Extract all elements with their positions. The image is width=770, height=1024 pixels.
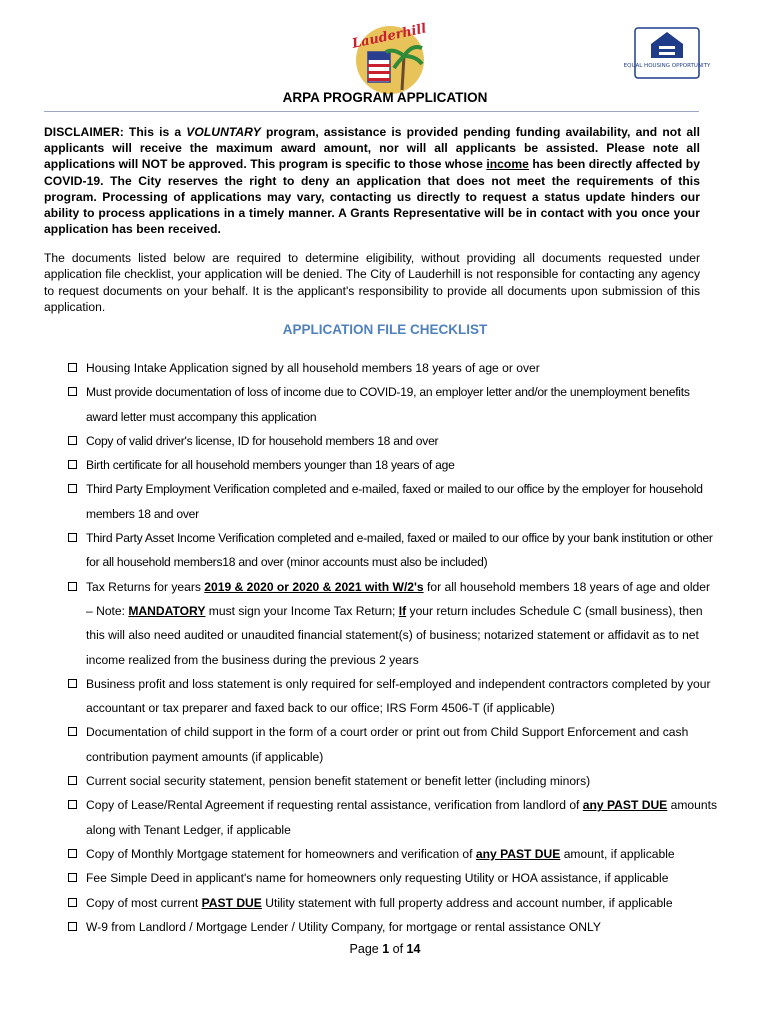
equal-housing-opportunity-icon (623, 27, 711, 79)
checklist-item-text: Must provide documentation of loss of income due to COVID-19, an employer letter and/or the unemployment benefits award letter must accompany this application (86, 385, 690, 424)
checklist-item-text: W-9 from Landlord / Mortgage Lender / Utility Company, for mortgage or rental assistance ONLY (86, 919, 601, 934)
disclaimer-text: has been directly affected by COVID-19. The City reserves the right to deny an application that does not meet the requirements of this program. Processing of applications may vary, contacting us directly to request a status update hinders our ability to process applications in a timely manner. A Grants Representative will be in contact with you once your application has been received. (44, 157, 700, 237)
eho-logo-text: EQUAL HOUSING OPPORTUNITY (623, 63, 711, 69)
checkbox-icon[interactable] (68, 849, 77, 858)
checklist-heading: APPLICATION FILE CHECKLIST (282, 322, 488, 337)
checklist-item (68, 720, 718, 769)
checklist-item (68, 842, 718, 866)
title-divider (44, 111, 699, 112)
checkbox-icon[interactable] (68, 873, 77, 882)
checkbox-icon[interactable] (68, 679, 77, 688)
footer-of-word: of (389, 942, 407, 956)
checklist-item-text: Current social security statement, pension benefit statement or benefit letter (including minors) (86, 774, 591, 789)
checklist-item-text: Copy of most current (86, 895, 202, 910)
if-emphasis: If (398, 603, 407, 618)
page-footer (0, 942, 770, 956)
checkbox-icon[interactable] (68, 533, 77, 542)
checkbox-icon[interactable] (68, 800, 77, 809)
checklist-item (68, 915, 718, 939)
page-title: ARPA PROGRAM APPLICATION (282, 90, 488, 105)
mandatory-emphasis: MANDATORY (128, 603, 206, 618)
checkbox-icon[interactable] (68, 363, 77, 372)
checklist-item-text: Business profit and loss statement is only required for self-employed and independent contractors completed by your accountant or tax preparer and faxed back to our office; IRS Form 4506-T (if applicable) (86, 676, 711, 716)
checkbox-icon[interactable] (68, 436, 77, 445)
voluntary-emphasis: VOLUNTARY (186, 125, 261, 139)
checkbox-icon[interactable] (68, 727, 77, 736)
checklist-item-text: Utility statement with full property address and account number, if applicable (261, 895, 673, 910)
checklist-item-text: Copy of valid driver's license, ID for household members 18 and over (86, 433, 439, 448)
checklist-item-text: Copy of Lease/Rental Agreement if requesting rental assistance, verification from landlord of (86, 798, 583, 813)
disclaimer-text: program, assistance is provided pending funding availability, and not all applicants will receive the maximum award amount, nor will all applicants be assisted. Please note all applications will NOT be approved. This program is specific to those whose (44, 125, 700, 172)
checklist-item (68, 429, 718, 453)
intro-paragraph: The documents listed below are required to determine eligibility, without providing all documents requested under application file checklist, your application will be denied. The City of Lauderhill is not responsible for contacting any agency to request documents on your behalf. It is the applicant's responsibility to provide all documents upon submission of this application. (44, 251, 700, 314)
page-total: 14 (406, 942, 421, 956)
checkbox-icon[interactable] (68, 776, 77, 785)
checklist-item-text: Copy of Monthly Mortgage statement for homeowners and verification of (86, 846, 476, 861)
city-of-lauderhill-logo (350, 18, 430, 98)
past-due-emphasis: any PAST DUE (475, 846, 561, 861)
checklist-item-text: Documentation of child support in the form of a court order or print out from Child Support Enforcement and cash contribution payment amounts (if applicable) (86, 725, 689, 764)
checklist-item-text: Third Party Asset Income Verification completed and e-mailed, faxed or mailed to our office by your bank institution or other for all household members18 and over (minor accounts must also be included) (86, 531, 713, 570)
application-checklist (68, 356, 718, 939)
past-due-emphasis: any PAST DUE (582, 798, 668, 813)
checklist-item (68, 356, 718, 380)
checklist-item (68, 866, 718, 890)
checklist-item (68, 769, 718, 793)
checklist-item (68, 380, 718, 429)
disclaimer-text: DISCLAIMER: This is a (44, 125, 187, 139)
checklist-item-text: amount, if applicable (560, 846, 675, 861)
checkbox-icon[interactable] (68, 898, 77, 907)
checkbox-icon[interactable] (68, 460, 77, 469)
checklist-item-text: Tax Returns for years (86, 579, 205, 594)
checklist-item (68, 672, 718, 721)
checklist-item-text: your return includes Schedule C (small business), then this will also need audited or unaudited financial statement(s) of business; notarized statement or affidavit as to net income realized from the business during the previous 2 years (86, 603, 703, 667)
checklist-item (68, 793, 718, 842)
checklist-item-text: must sign your Income Tax Return; (205, 603, 399, 618)
page-number: 1 (382, 942, 390, 956)
checklist-item (68, 575, 718, 672)
checklist-item (68, 526, 718, 575)
checklist-item (68, 891, 718, 915)
checklist-item-text: Third Party Employment Verification completed and e-mailed, faxed or mailed to our office by the employer for household members 18 and over (86, 482, 703, 521)
footer-page-word: Page (349, 942, 383, 956)
city-logo-text: Lauderhill (350, 21, 428, 52)
disclaimer-paragraph (44, 124, 700, 237)
checklist-item-text: Fee Simple Deed in applicant's name for homeowners only requesting Utility or HOA assistance, if applicable (86, 871, 669, 886)
checklist-item (68, 453, 718, 477)
checklist-item-text: Birth certificate for all household members younger than 18 years of age (86, 458, 455, 473)
checkbox-icon[interactable] (68, 484, 77, 493)
checkbox-icon[interactable] (68, 387, 77, 396)
checkbox-icon[interactable] (68, 582, 77, 591)
checklist-item (68, 477, 718, 526)
checklist-item-text: for all household members 18 years of age and older – Note: (86, 579, 711, 618)
checkbox-icon[interactable] (68, 922, 77, 931)
checklist-item-text: amounts along with Tenant Ledger, if applicable (86, 798, 717, 837)
income-emphasis: income (486, 157, 529, 172)
past-due-emphasis: PAST DUE (201, 895, 262, 910)
checklist-item-text: Housing Intake Application signed by all household members 18 years of age or over (86, 361, 540, 375)
tax-years-emphasis: 2019 & 2020 or 2020 & 2021 with W/2's (204, 579, 424, 594)
